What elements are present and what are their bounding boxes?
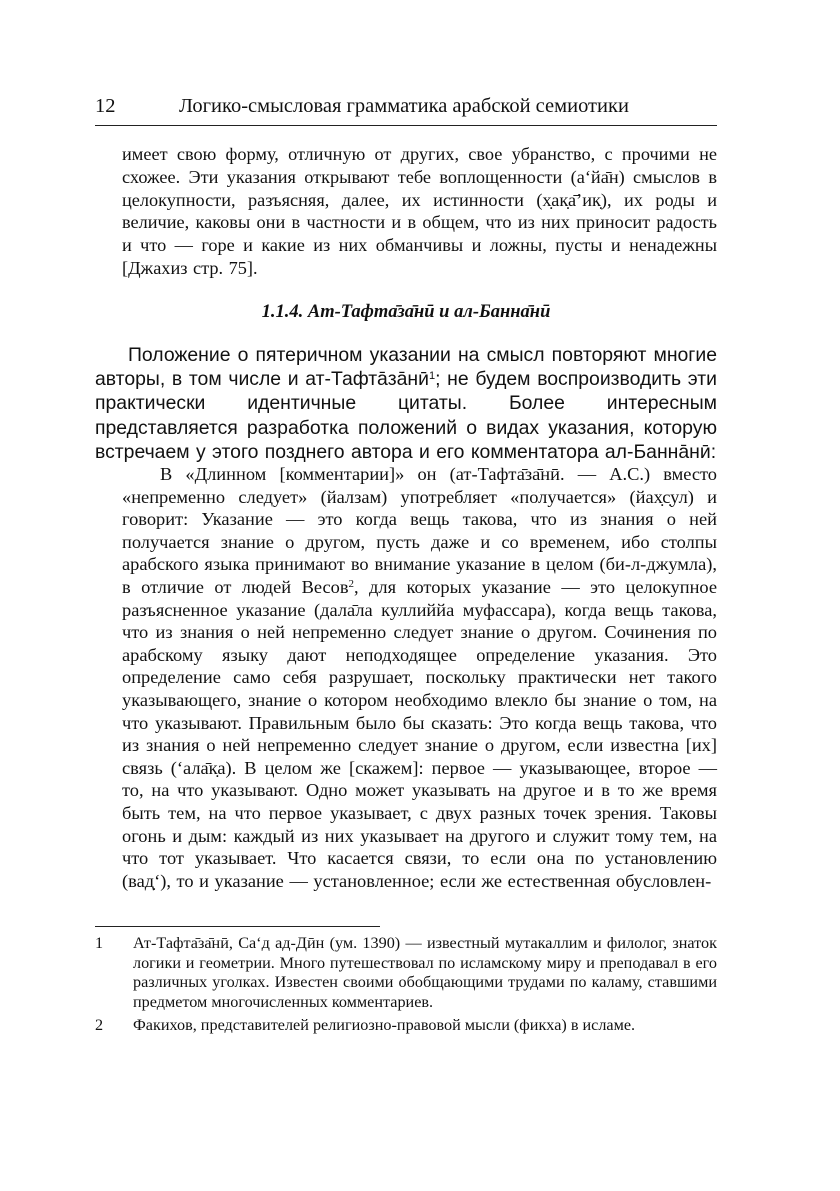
intro-paragraph: [95, 343, 717, 464]
footnote-1: [95, 934, 717, 1012]
section-heading: 1.1.4. Ат-Тафта̄за̄нӣ и ал-Банна̄нӣ: [261, 302, 551, 322]
footnote-2: [95, 1016, 717, 1036]
citation-text-1: В «Длинном [комментарии]» он (ат-Тафта̄за̄нӣ. — А.С.) вместо «непременно следует» (йалзам) употребляет «получается» (йах̣с̣ул) и говорит: Указание — это когда вещь такова, что из знания о ней получается знание о другом, пусть даже и со временем, ибо столпы арабского языка принимают во внимание указание в целом (би-л-джумла), в отличие от людей Весов: [122, 464, 717, 597]
intro-text-2: ; не будем воспроизводить эти практически идентичные цитаты. Более интересным представляется разработка положений о видах указания, которую встречаем у этого позднего автора и его комментатора ал-Банна̄нӣ:: [95, 368, 717, 463]
citation-text-2: , для которых указание — это целокупное разъясненное указание (дала̄ла куллиййа муфассара), когда вещь такова, что из знания о ней непременно следует знание о другом. Сочинения по арабскому языку дают неподходящее определение указания. Это определение само себя разрушает, поскольку практически нет такого указывающего, знание о котором необходимо влекло бы знание о том, на что указывают. Правильным было бы сказать: Это когда вещь такова, что из знания о ней непременно следует знание о другом, если известна [их] связь (‘ала̄к̣а). В целом же [скажем]: первое — указывающее, второе — то, на что указывают. Одно может указывать на другое и в то же время быть тем, на что первое указывает, с двух разных точек зрения. Таковы огонь и дым: каждый из них указывает на другого и служит тому тем, на что тот указывает. Что касается связи, то если она по установлению (вад̣‘), то и указание — установленное; если же естественная обусловлен-: [122, 576, 718, 891]
quote-block: [122, 143, 717, 280]
footnote-rule: [95, 926, 380, 927]
footnote-ref-2[interactable]: 2: [348, 577, 355, 590]
quote-text: имеет свою форму, отличную от других, свое убранство, с прочими не схожее. Эти указания открывают тебе воплощенности (а‘йа̄н) смыслов в целокупности, разъясняя, далее, их истинности (х̣ак̣а̄’ик̣), их роды и величие, каковы они в частности и в общем, что из них приносит радость и что — горе и какие из них обманчивы и ложны, пусты и ненадежны [Джахиз стр. 75].: [122, 144, 717, 278]
running-header: [95, 92, 717, 120]
footnote-number: 2: [95, 1016, 104, 1035]
page-number: 12: [95, 95, 116, 117]
footnotes: [95, 934, 717, 1040]
footnote-number: 1: [95, 934, 104, 952]
intro-text-1: Положение о пятеричном указании на смысл повторяют многие авторы, в том числе и ат-Тафта̄за̄нӣ: [95, 344, 717, 391]
running-title: Логико-смысловая грамматика арабской семиотики: [179, 95, 629, 117]
footnote-ref-1[interactable]: 1: [428, 370, 436, 383]
footnote-text: Факихов, представителей религиозно-правовой мысли (фикха) в исламе.: [133, 1016, 636, 1035]
footnote-text: Ат-Тафта̄за̄нӣ, Са‘д ад-Дӣн (ум. 1390) — известный мутакаллим и филолог, знаток логики и геометрии. Много путешествовал по исламскому миру и преподавал в его различных уголках. Известен своими обобщающими трудами по каламу, ставшими предметом многочисленных комментариев.: [133, 934, 717, 1011]
header-rule: [95, 125, 717, 126]
citation-block: [122, 463, 717, 892]
